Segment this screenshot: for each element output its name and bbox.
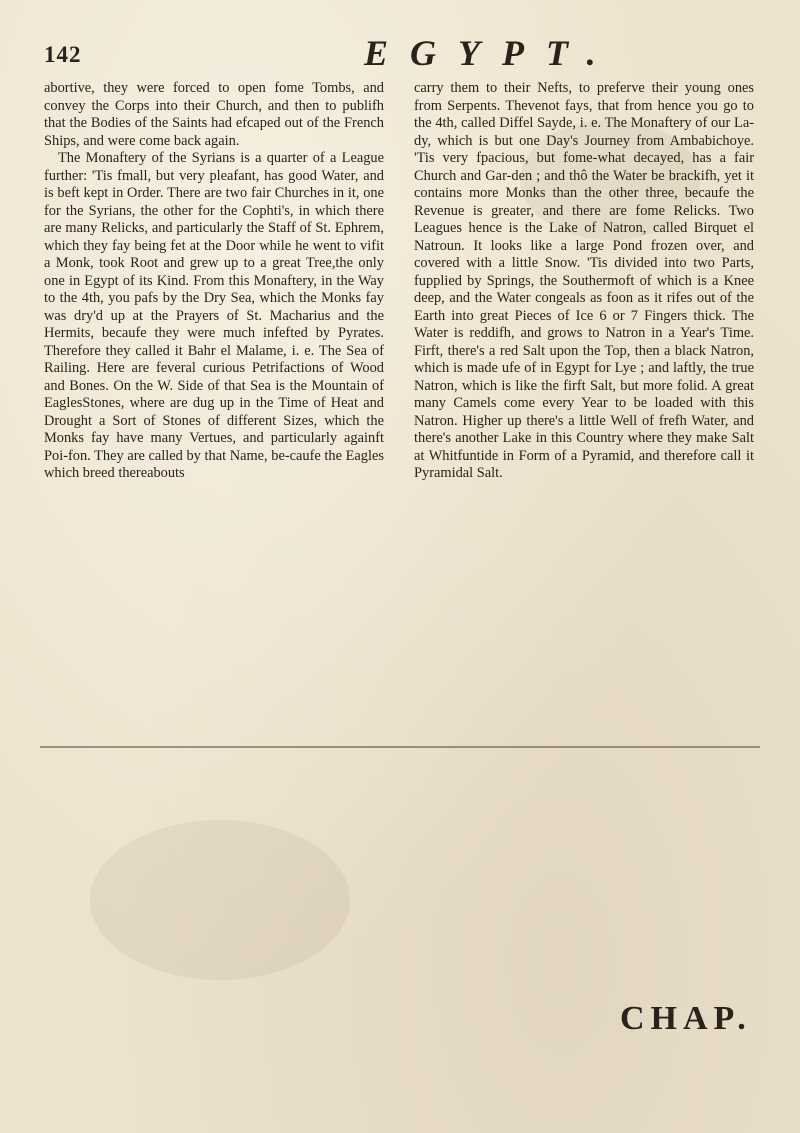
paragraph: carry them to their Nefts, to preferve their young ones from Serpents. Thevenot fays, that from hence you go to the 4th, called Diffel Sayde, i. e. The Monaftery of our La-dy, which is but one Day's Journey from Ambabichoye. 'Tis very fpacious, but fome-what decayed, has a fair Church and Gar-den ; and thô the Water be brackifh, yet it contains more Monks than the other three, becaufe the Revenue is greater, and there are fome Relicks. Two Leagues hence is the Lake of Natron, called Birquet el Natroun. It looks like a large Pond frozen over, and covered with a little Snow. 'Tis divided into two Parts, fupplied by Springs, the Southermoft of which is a Knee deep, and the Water congeals as foon as it rifes out of the Earth into great Pieces of Ice 6 or 7 Fingers thick. The Water is reddifh, and grows to Natron in a Year's Time. Firft, there's a red Salt upon the Top, then a black Natron, which is made ufe of in Egypt for Lye ; and laftly, the true Natron, which is like the firft Salt, but more folid. A great many Camels come every Year to be loaded with this Natron. Higher up there's a little Well of frefh Water, and there's another Lake in this Country where they make Salt at Whitfuntide in Form of a Pyramid, and therefore call it Pyramidal Salt. bbox=[414, 80, 754, 481]
page-number: 142 bbox=[44, 42, 82, 67]
paragraph: abortive, they were forced to open fome Tombs, and convey the Corps into their Church, and then to publifh that the Bodies of the Saints had efcaped out of the French Ships, and were come back again. bbox=[44, 80, 384, 149]
text-columns bbox=[44, 80, 756, 640]
left-column bbox=[44, 80, 384, 483]
right-column bbox=[414, 80, 754, 483]
page-header bbox=[44, 30, 764, 73]
paragraph: The Monaftery of the Syrians is a quarter of a League further: 'Tis fmall, but very pleafant, has good Water, and is beft kept in Order. There are two fair Churches in it, one for the Syrians, the other for the Cophti's, in which there are many Relicks, and particularly the Staff of St. Ephrem, which they fay being fet at the Door while he went to vifit a Monk, took Root and grew up to a great Tree,the only one in Egypt of its Kind. From this Monaftery, in the Way to the 4th, you pafs by the Dry Sea, which the Monks fay was dry'd up at the Prayers of St. Macharius and the Hermits, becaufe they were much infefted by Pyrates. Therefore they called it Bahr el Malame, i. e. The Sea of Railing. Here are feveral curious Petrifactions of Wood and Bones. On the W. Side of that Sea is the Mountain of EaglesStones, where are dug up in the Time of Heat and Drought a Sort of Stones of different Sizes, which the Monks fay have many Vertues, and particularly againft Poi-fon. They are called by that Name, be-caufe the Eagles which breed thereabouts bbox=[44, 150, 384, 481]
running-title: EGYPT. bbox=[364, 33, 618, 73]
catchword: CHAP. bbox=[620, 1000, 752, 1037]
bleed-through-rule bbox=[40, 746, 760, 748]
paper-stain bbox=[90, 820, 350, 980]
